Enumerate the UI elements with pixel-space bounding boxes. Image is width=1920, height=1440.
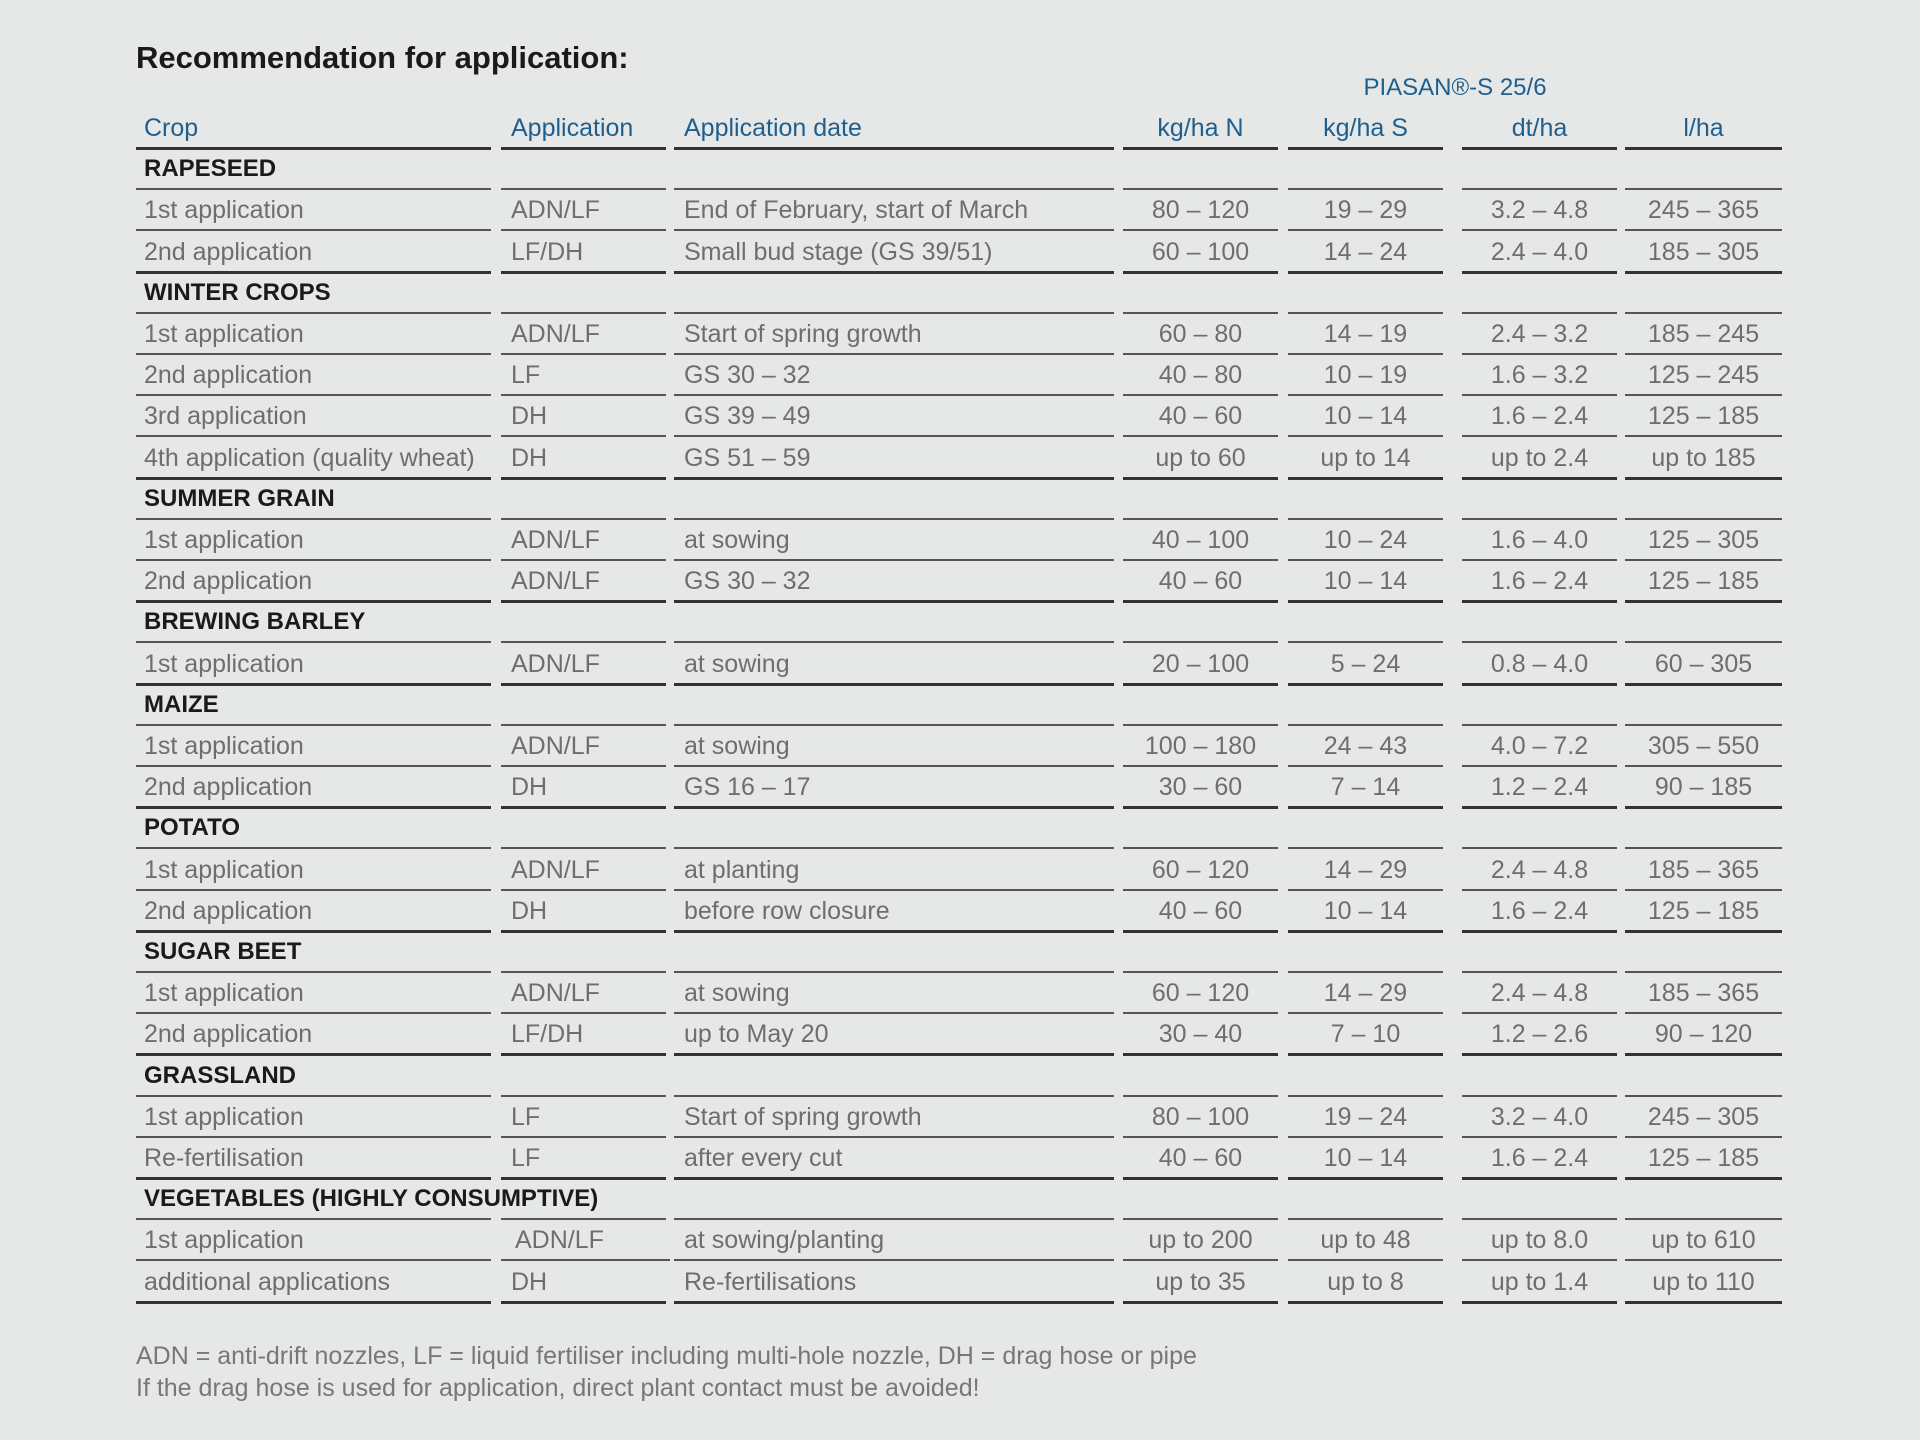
table-row	[0, 1097, 1920, 1138]
table-cell: at sowing	[674, 973, 1114, 1014]
table-cell: 80 – 120	[1123, 190, 1278, 231]
empty-cell	[1123, 1056, 1278, 1097]
empty-cell	[1625, 808, 1782, 849]
table-cell: 1.6 – 3.2	[1462, 355, 1617, 396]
table-cell: Re-fertilisation	[136, 1138, 491, 1180]
empty-cell	[1462, 149, 1617, 190]
empty-cell	[1462, 932, 1617, 973]
column-header: Application date	[674, 108, 1114, 150]
table-cell: 5 – 24	[1288, 644, 1443, 686]
empty-cell	[1288, 149, 1443, 190]
table-cell: 125 – 185	[1625, 1138, 1782, 1180]
table-cell: 20 – 100	[1123, 644, 1278, 686]
table-row	[0, 520, 1920, 561]
table-cell: 19 – 24	[1288, 1097, 1443, 1138]
table-cell: 10 – 14	[1288, 396, 1443, 437]
table-cell: Start of spring growth	[674, 314, 1114, 355]
section-row	[0, 149, 1920, 190]
table-row	[0, 314, 1920, 355]
table-cell: 90 – 120	[1625, 1014, 1782, 1056]
table-cell: 14 – 29	[1288, 850, 1443, 891]
empty-cell	[1123, 602, 1278, 643]
table-cell: 30 – 40	[1123, 1014, 1278, 1056]
table-cell: 10 – 24	[1288, 520, 1443, 561]
table-cell: DH	[501, 767, 666, 809]
empty-cell	[1462, 602, 1617, 643]
column-header: Crop	[136, 108, 491, 150]
empty-cell	[674, 808, 1114, 849]
table-cell: 14 – 29	[1288, 973, 1443, 1014]
table-cell: 1.6 – 2.4	[1462, 1138, 1617, 1180]
table-row	[0, 1262, 1920, 1303]
table-cell: up to 48	[1288, 1220, 1443, 1261]
table-cell: 2nd application	[136, 561, 491, 603]
empty-cell	[1288, 602, 1443, 643]
table-cell: Start of spring growth	[674, 1097, 1114, 1138]
column-header: l/ha	[1625, 108, 1782, 150]
table-cell: 1.6 – 2.4	[1462, 891, 1617, 933]
table-cell: 40 – 60	[1123, 891, 1278, 933]
table-cell: 2.4 – 3.2	[1462, 314, 1617, 355]
table-cell: ADN/LF	[501, 973, 666, 1014]
table-cell: GS 30 – 32	[674, 561, 1114, 603]
empty-cell	[1625, 602, 1782, 643]
table-cell: 125 – 185	[1625, 891, 1782, 933]
table-cell: 2nd application	[136, 1014, 491, 1056]
section-title: GRASSLAND	[136, 1056, 491, 1097]
table-cell: LF	[501, 1097, 666, 1138]
table-cell: 0.8 – 4.0	[1462, 644, 1617, 686]
empty-cell	[674, 273, 1114, 314]
empty-cell	[1123, 149, 1278, 190]
table-row	[0, 767, 1920, 808]
table-cell: 185 – 365	[1625, 973, 1782, 1014]
table-cell: ADN/LF	[501, 850, 666, 891]
empty-cell	[1288, 273, 1443, 314]
table-cell: 1.6 – 4.0	[1462, 520, 1617, 561]
empty-cell	[1462, 685, 1617, 726]
table-cell: 19 – 29	[1288, 190, 1443, 231]
empty-cell	[501, 273, 666, 314]
table-cell: LF/DH	[501, 232, 666, 274]
table-cell: 10 – 19	[1288, 355, 1443, 396]
table-cell: 3rd application	[136, 396, 491, 437]
section-title: POTATO	[136, 808, 491, 849]
empty-cell	[1462, 1056, 1617, 1097]
table-row	[0, 891, 1920, 932]
empty-cell	[1123, 1179, 1278, 1220]
table-cell: up to 8	[1288, 1262, 1443, 1304]
table-cell: 1st application	[136, 973, 491, 1014]
empty-cell	[674, 479, 1114, 520]
product-name: PIASAN®-S 25/6	[1363, 74, 1547, 101]
table-cell: 125 – 185	[1625, 561, 1782, 603]
table-row	[0, 850, 1920, 891]
table-cell: LF	[501, 355, 666, 396]
empty-cell	[1625, 479, 1782, 520]
empty-cell	[1123, 685, 1278, 726]
table-cell: up to 14	[1288, 438, 1443, 480]
table-cell: up to 610	[1625, 1220, 1782, 1261]
table-cell: 60 – 120	[1123, 850, 1278, 891]
table-row	[0, 726, 1920, 767]
table-cell: 125 – 305	[1625, 520, 1782, 561]
table-cell: 1.6 – 2.4	[1462, 561, 1617, 603]
empty-cell	[1625, 273, 1782, 314]
empty-cell	[501, 149, 666, 190]
empty-cell	[1462, 808, 1617, 849]
table-cell: 24 – 43	[1288, 726, 1443, 767]
empty-cell	[674, 602, 1114, 643]
table-cell: 1st application	[136, 644, 491, 686]
empty-cell	[1288, 932, 1443, 973]
section-row	[0, 1056, 1920, 1097]
table-cell: 60 – 305	[1625, 644, 1782, 686]
table-cell: up to 200	[1123, 1220, 1278, 1261]
table-row	[0, 396, 1920, 437]
table-cell: 40 – 100	[1123, 520, 1278, 561]
table-row	[0, 355, 1920, 396]
empty-cell	[674, 1056, 1114, 1097]
table-cell: at sowing	[674, 644, 1114, 686]
section-title: WINTER CROPS	[136, 273, 491, 314]
footnote-line: ADN = anti-drift nozzles, LF = liquid fertiliser including multi-hole nozzle, DH = drag hose or pipe	[136, 1342, 1197, 1370]
empty-cell	[1462, 479, 1617, 520]
table-cell: 40 – 60	[1123, 396, 1278, 437]
table-cell: 7 – 10	[1288, 1014, 1443, 1056]
table-cell: ADN/LF	[501, 190, 666, 231]
empty-cell	[1288, 1179, 1443, 1220]
table-cell: 4.0 – 7.2	[1462, 726, 1617, 767]
table-cell: LF/DH	[501, 1014, 666, 1056]
table-row	[0, 232, 1920, 273]
table-cell: Small bud stage (GS 39/51)	[674, 232, 1114, 274]
section-title: RAPESEED	[136, 149, 491, 190]
table-cell: 245 – 365	[1625, 190, 1782, 231]
table-cell: 2nd application	[136, 891, 491, 933]
table-cell: Re-fertilisations	[674, 1262, 1114, 1304]
table-cell: 1.2 – 2.6	[1462, 1014, 1617, 1056]
empty-cell	[1625, 932, 1782, 973]
table-cell: DH	[501, 1262, 666, 1304]
empty-cell	[501, 1056, 666, 1097]
table-cell: 1st application	[136, 520, 491, 561]
table-cell: at planting	[674, 850, 1114, 891]
table-cell: 40 – 60	[1123, 561, 1278, 603]
section-title: VEGETABLES (HIGHLY CONSUMPTIVE)	[136, 1179, 491, 1220]
table-row	[0, 1014, 1920, 1055]
table-cell: 30 – 60	[1123, 767, 1278, 809]
table-header-row	[0, 108, 1920, 149]
section-title: BREWING BARLEY	[136, 602, 491, 643]
table-cell: ADN/LF	[501, 314, 666, 355]
empty-cell	[1462, 273, 1617, 314]
table-cell: 1st application	[136, 190, 491, 231]
table-cell: 1st application	[136, 314, 491, 355]
table-cell: 125 – 185	[1625, 396, 1782, 437]
empty-cell	[1288, 1056, 1443, 1097]
table-cell: up to 8.0	[1462, 1220, 1617, 1261]
table-cell: up to 185	[1625, 438, 1782, 480]
table-cell: ADN/LF	[501, 520, 666, 561]
table-cell: GS 39 – 49	[674, 396, 1114, 437]
table-cell: GS 30 – 32	[674, 355, 1114, 396]
empty-cell	[501, 479, 666, 520]
table-cell: after every cut	[674, 1138, 1114, 1180]
table-row	[0, 1220, 1920, 1261]
table-cell: up to 35	[1123, 1262, 1278, 1304]
empty-cell	[1288, 685, 1443, 726]
empty-cell	[1123, 932, 1278, 973]
page-title: Recommendation for application:	[136, 40, 629, 75]
table-cell: ADN/LF	[501, 726, 666, 767]
table-cell: 185 – 245	[1625, 314, 1782, 355]
table-row	[0, 438, 1920, 479]
empty-cell	[1288, 808, 1443, 849]
section-row	[0, 479, 1920, 520]
column-header: kg/ha N	[1123, 108, 1278, 150]
table-cell: up to 1.4	[1462, 1262, 1617, 1304]
table-cell: LF	[501, 1138, 666, 1180]
empty-cell	[501, 932, 666, 973]
table-cell: 2nd application	[136, 232, 491, 274]
table-cell: DH	[501, 396, 666, 437]
empty-cell	[1625, 1056, 1782, 1097]
empty-cell	[1123, 808, 1278, 849]
table-cell: 3.2 – 4.8	[1462, 190, 1617, 231]
table-cell: 1st application	[136, 1097, 491, 1138]
empty-cell	[1288, 479, 1443, 520]
section-row	[0, 1179, 1920, 1220]
table-cell: GS 16 – 17	[674, 767, 1114, 809]
section-title: SUMMER GRAIN	[136, 479, 491, 520]
empty-cell	[501, 1179, 666, 1220]
footnote	[136, 1340, 1197, 1404]
empty-cell	[674, 685, 1114, 726]
footnote-line: If the drag hose is used for application, direct plant contact must be avoided!	[136, 1374, 980, 1402]
section-row	[0, 932, 1920, 973]
table-cell: 90 – 185	[1625, 767, 1782, 809]
table-cell: 2.4 – 4.8	[1462, 973, 1617, 1014]
empty-cell	[1625, 685, 1782, 726]
table-cell: 2nd application	[136, 767, 491, 809]
table-cell: 80 – 100	[1123, 1097, 1278, 1138]
table-cell: 40 – 80	[1123, 355, 1278, 396]
table-cell: 245 – 305	[1625, 1097, 1782, 1138]
table-cell: up to 60	[1123, 438, 1278, 480]
empty-cell	[674, 149, 1114, 190]
table-cell: End of February, start of March	[674, 190, 1114, 231]
table-cell: at sowing	[674, 520, 1114, 561]
table-cell: 185 – 305	[1625, 232, 1782, 274]
table-cell: 14 – 19	[1288, 314, 1443, 355]
empty-cell	[501, 685, 666, 726]
table-cell: 100 – 180	[1123, 726, 1278, 767]
table-cell: 10 – 14	[1288, 891, 1443, 933]
table-cell: 40 – 60	[1123, 1138, 1278, 1180]
table-cell: 14 – 24	[1288, 232, 1443, 274]
table-cell: before row closure	[674, 891, 1114, 933]
table-cell: 60 – 80	[1123, 314, 1278, 355]
table-cell: 1st application	[136, 850, 491, 891]
table-cell: 1.6 – 2.4	[1462, 396, 1617, 437]
table-cell: 3.2 – 4.0	[1462, 1097, 1617, 1138]
section-title: SUGAR BEET	[136, 932, 491, 973]
table-cell: 10 – 14	[1288, 561, 1443, 603]
table-cell: 305 – 550	[1625, 726, 1782, 767]
empty-cell	[1462, 1179, 1617, 1220]
empty-cell	[674, 932, 1114, 973]
table-cell: up to 110	[1625, 1262, 1782, 1304]
table-cell: 4th application (quality wheat)	[136, 438, 491, 480]
table-cell: ADN/LF	[501, 644, 666, 686]
table-cell: up to 2.4	[1462, 438, 1617, 480]
table-cell: 2nd application	[136, 355, 491, 396]
table-row	[0, 190, 1920, 231]
empty-cell	[501, 808, 666, 849]
table-cell: 2.4 – 4.8	[1462, 850, 1617, 891]
empty-cell	[1123, 273, 1278, 314]
table-row	[0, 644, 1920, 685]
table-cell: DH	[501, 438, 666, 480]
table-cell: at sowing	[674, 726, 1114, 767]
section-row	[0, 273, 1920, 314]
table-row	[0, 561, 1920, 602]
table-cell: additional applications	[136, 1262, 491, 1304]
table-row	[0, 973, 1920, 1014]
column-header: dt/ha	[1462, 108, 1617, 150]
table-cell: 1.2 – 2.4	[1462, 767, 1617, 809]
table-cell: GS 51 – 59	[674, 438, 1114, 480]
table-cell: ADN/LF	[501, 1220, 670, 1261]
table-cell: DH	[501, 891, 666, 933]
section-row	[0, 685, 1920, 726]
table-cell: 10 – 14	[1288, 1138, 1443, 1180]
table-cell: 7 – 14	[1288, 767, 1443, 809]
table-cell: ADN/LF	[501, 561, 666, 603]
column-header: kg/ha S	[1288, 108, 1443, 150]
table-cell: 125 – 245	[1625, 355, 1782, 396]
empty-cell	[1123, 479, 1278, 520]
table-cell: 1st application	[136, 1220, 491, 1261]
table-cell: 2.4 – 4.0	[1462, 232, 1617, 274]
column-header: Application	[501, 108, 666, 150]
table-cell: 60 – 120	[1123, 973, 1278, 1014]
empty-cell	[501, 602, 666, 643]
table-cell: up to May 20	[674, 1014, 1114, 1056]
table-cell: 60 – 100	[1123, 232, 1278, 274]
section-row	[0, 808, 1920, 849]
table-cell: at sowing/planting	[674, 1220, 1114, 1261]
section-title: MAIZE	[136, 685, 491, 726]
table-row	[0, 1138, 1920, 1179]
table-cell: 185 – 365	[1625, 850, 1782, 891]
table-cell: 1st application	[136, 726, 491, 767]
empty-cell	[1625, 1179, 1782, 1220]
empty-cell	[674, 1179, 1114, 1220]
section-row	[0, 602, 1920, 643]
empty-cell	[1625, 149, 1782, 190]
